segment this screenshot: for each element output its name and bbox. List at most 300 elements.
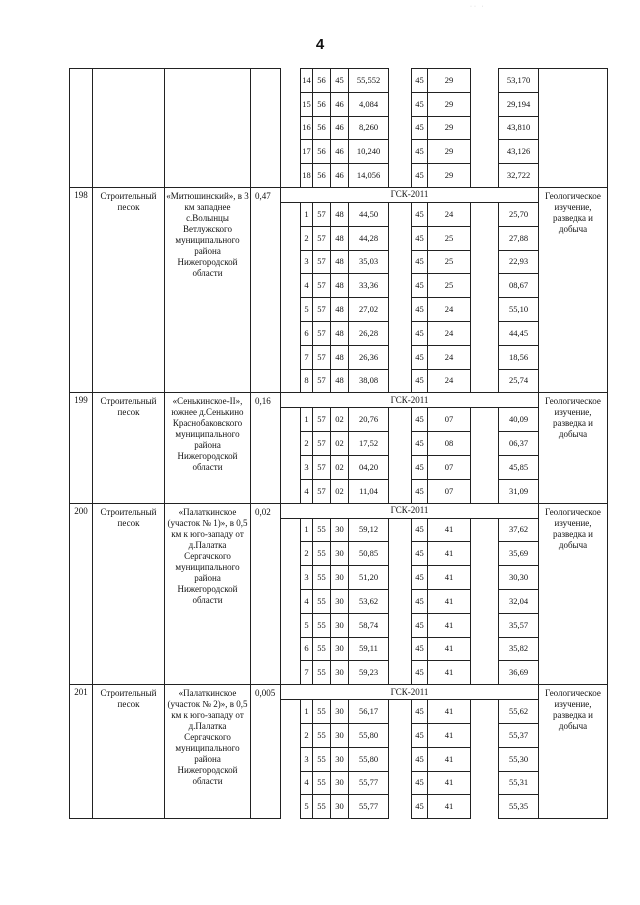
lon-minutes: 41 (428, 795, 471, 819)
point-number: 2 (301, 432, 313, 456)
lon-seconds: 55,37 (499, 723, 539, 747)
spacer-cell (471, 92, 499, 116)
lat-minutes: 48 (331, 202, 349, 226)
spacer-cell (281, 566, 301, 590)
area-cell (251, 69, 281, 188)
spacer-cell (281, 589, 301, 613)
lat-seconds: 44,50 (349, 202, 389, 226)
lat-degrees: 56 (313, 140, 331, 164)
spacer-cell (389, 479, 412, 503)
lon-minutes: 41 (428, 542, 471, 566)
spacer-cell (389, 589, 412, 613)
lon-seconds: 30,30 (499, 566, 539, 590)
lon-seconds: 55,30 (499, 747, 539, 771)
lon-minutes: 41 (428, 747, 471, 771)
lon-degrees: 45 (412, 771, 428, 795)
lon-degrees: 45 (412, 542, 428, 566)
spacer-cell (389, 771, 412, 795)
spacer-cell (389, 250, 412, 274)
lon-seconds: 22,93 (499, 250, 539, 274)
site-description: «Палаткинское (участок № 1)», в 0,5 км к юго-западу от д.Палатка Сергачского муниципального района Нижегородской области (165, 503, 251, 685)
spacer-cell (471, 455, 499, 479)
spacer-cell (281, 321, 301, 345)
spacer-cell (471, 566, 499, 590)
lon-minutes: 29 (428, 140, 471, 164)
lon-seconds: 06,37 (499, 432, 539, 456)
lat-degrees: 57 (313, 321, 331, 345)
lat-minutes: 02 (331, 432, 349, 456)
coordinate-system: ГСК-2011 (281, 685, 539, 700)
lat-minutes: 45 (331, 69, 349, 93)
lon-minutes: 07 (428, 408, 471, 432)
lat-degrees: 55 (313, 700, 331, 724)
lat-seconds: 55,77 (349, 771, 389, 795)
spacer-cell (281, 408, 301, 432)
point-number: 18 (301, 164, 313, 188)
lat-minutes: 30 (331, 542, 349, 566)
point-number: 6 (301, 637, 313, 661)
point-number: 6 (301, 321, 313, 345)
lat-minutes: 48 (331, 274, 349, 298)
lon-minutes: 25 (428, 226, 471, 250)
lon-degrees: 45 (412, 518, 428, 542)
spacer-cell (281, 432, 301, 456)
spacer-cell (389, 69, 412, 93)
lat-degrees: 55 (313, 795, 331, 819)
place-cell (165, 69, 251, 188)
lon-seconds: 53,170 (499, 69, 539, 93)
lon-degrees: 45 (412, 700, 428, 724)
lat-degrees: 57 (313, 274, 331, 298)
lat-seconds: 53,62 (349, 589, 389, 613)
spacer-cell (389, 661, 412, 685)
lon-seconds: 35,57 (499, 613, 539, 637)
spacer-cell (281, 250, 301, 274)
lon-minutes: 41 (428, 661, 471, 685)
lon-minutes: 07 (428, 479, 471, 503)
lat-seconds: 14,056 (349, 164, 389, 188)
spacer-cell (281, 92, 301, 116)
spacer-cell (281, 140, 301, 164)
lon-degrees: 45 (412, 164, 428, 188)
lon-minutes: 07 (428, 455, 471, 479)
spacer-cell (281, 795, 301, 819)
lat-degrees: 56 (313, 92, 331, 116)
page-number: 4 (315, 36, 325, 53)
spacer-cell (281, 700, 301, 724)
lon-minutes: 08 (428, 432, 471, 456)
lon-degrees: 45 (412, 345, 428, 369)
lat-seconds: 27,02 (349, 298, 389, 322)
lat-seconds: 38,08 (349, 369, 389, 393)
lon-minutes: 41 (428, 566, 471, 590)
lon-minutes: 29 (428, 116, 471, 140)
lon-degrees: 45 (412, 202, 428, 226)
mineral-type: Строительный песок (93, 187, 165, 392)
lon-degrees: 45 (412, 140, 428, 164)
spacer-cell (389, 723, 412, 747)
lon-seconds: 43,126 (499, 140, 539, 164)
spacer-cell (281, 116, 301, 140)
spacer-cell (389, 747, 412, 771)
lat-minutes: 30 (331, 566, 349, 590)
lat-seconds: 26,28 (349, 321, 389, 345)
point-number: 1 (301, 408, 313, 432)
point-number: 4 (301, 589, 313, 613)
record-row (70, 393, 608, 408)
point-number: 4 (301, 479, 313, 503)
lon-minutes: 24 (428, 202, 471, 226)
spacer-cell (471, 69, 499, 93)
spacer-cell (281, 274, 301, 298)
lon-seconds: 25,74 (499, 369, 539, 393)
lon-degrees: 45 (412, 321, 428, 345)
spacer-cell (389, 92, 412, 116)
lat-seconds: 44,28 (349, 226, 389, 250)
spacer-cell (389, 164, 412, 188)
lat-seconds: 56,17 (349, 700, 389, 724)
lon-degrees: 45 (412, 795, 428, 819)
lon-degrees: 45 (412, 250, 428, 274)
lon-degrees: 45 (412, 566, 428, 590)
lon-seconds: 37,62 (499, 518, 539, 542)
lon-seconds: 29,194 (499, 92, 539, 116)
lat-degrees: 57 (313, 479, 331, 503)
spacer-cell (281, 369, 301, 393)
lon-seconds: 18,56 (499, 345, 539, 369)
lon-minutes: 41 (428, 518, 471, 542)
lat-seconds: 59,23 (349, 661, 389, 685)
lat-seconds: 20,76 (349, 408, 389, 432)
site-area: 0,02 (251, 503, 281, 685)
lon-degrees: 45 (412, 613, 428, 637)
lat-seconds: 58,74 (349, 613, 389, 637)
spacer-cell (471, 542, 499, 566)
site-area: 0,005 (251, 685, 281, 819)
spacer-cell (389, 345, 412, 369)
spacer-cell (281, 479, 301, 503)
spacer-cell (281, 747, 301, 771)
lat-minutes: 46 (331, 140, 349, 164)
lat-minutes: 30 (331, 771, 349, 795)
lon-seconds: 55,35 (499, 795, 539, 819)
point-number: 1 (301, 518, 313, 542)
spacer-cell (281, 542, 301, 566)
lat-degrees: 55 (313, 661, 331, 685)
lat-minutes: 48 (331, 250, 349, 274)
spacer-cell (471, 140, 499, 164)
lon-seconds: 35,82 (499, 637, 539, 661)
lat-degrees: 57 (313, 369, 331, 393)
point-number: 16 (301, 116, 313, 140)
spacer-cell (389, 432, 412, 456)
spacer-cell (281, 637, 301, 661)
lat-seconds: 17,52 (349, 432, 389, 456)
spacer-cell (471, 518, 499, 542)
lon-degrees: 45 (412, 432, 428, 456)
lon-seconds: 27,88 (499, 226, 539, 250)
lat-seconds: 55,80 (349, 747, 389, 771)
lon-degrees: 45 (412, 637, 428, 661)
lon-seconds: 43,810 (499, 116, 539, 140)
lon-seconds: 55,62 (499, 700, 539, 724)
spacer-cell (471, 408, 499, 432)
mineral-type: Строительный песок (93, 685, 165, 819)
lat-degrees: 55 (313, 589, 331, 613)
license-purpose: Геологическое изучение, разведка и добыча (539, 503, 608, 685)
point-number: 4 (301, 771, 313, 795)
spacer-cell (281, 226, 301, 250)
spacer-cell (471, 589, 499, 613)
lon-degrees: 45 (412, 226, 428, 250)
spacer-cell (471, 298, 499, 322)
point-number: 4 (301, 274, 313, 298)
record-number: 201 (70, 685, 93, 819)
lon-minutes: 24 (428, 369, 471, 393)
number-cell (70, 69, 93, 188)
point-number: 15 (301, 92, 313, 116)
lon-degrees: 45 (412, 369, 428, 393)
point-number: 3 (301, 455, 313, 479)
lat-degrees: 55 (313, 637, 331, 661)
lon-minutes: 29 (428, 164, 471, 188)
lon-degrees: 45 (412, 116, 428, 140)
spacer-cell (281, 69, 301, 93)
lon-degrees: 45 (412, 92, 428, 116)
lon-seconds: 32,722 (499, 164, 539, 188)
lat-seconds: 55,77 (349, 795, 389, 819)
lat-seconds: 59,12 (349, 518, 389, 542)
lon-degrees: 45 (412, 723, 428, 747)
point-number: 14 (301, 69, 313, 93)
lat-degrees: 57 (313, 432, 331, 456)
lat-minutes: 46 (331, 92, 349, 116)
lon-minutes: 25 (428, 250, 471, 274)
record-number: 200 (70, 503, 93, 685)
mineral-cell (93, 69, 165, 188)
purpose-cell (539, 69, 608, 188)
point-number: 7 (301, 345, 313, 369)
spacer-cell (471, 771, 499, 795)
lat-minutes: 02 (331, 408, 349, 432)
spacer-cell (389, 408, 412, 432)
spacer-cell (281, 345, 301, 369)
lat-degrees: 55 (313, 747, 331, 771)
lat-degrees: 55 (313, 518, 331, 542)
point-number: 1 (301, 202, 313, 226)
lon-minutes: 41 (428, 771, 471, 795)
spacer-cell (281, 202, 301, 226)
lat-seconds: 59,11 (349, 637, 389, 661)
spacer-cell (471, 226, 499, 250)
point-number: 2 (301, 723, 313, 747)
spacer-cell (471, 661, 499, 685)
record-row (70, 503, 608, 518)
spacer-cell (471, 250, 499, 274)
license-purpose: Геологическое изучение, разведка и добыча (539, 393, 608, 503)
spacer-cell (389, 700, 412, 724)
lat-minutes: 30 (331, 723, 349, 747)
spacer-cell (389, 140, 412, 164)
lat-minutes: 30 (331, 637, 349, 661)
lon-degrees: 45 (412, 408, 428, 432)
lat-seconds: 26,36 (349, 345, 389, 369)
lat-degrees: 55 (313, 542, 331, 566)
lon-minutes: 41 (428, 613, 471, 637)
record-row (70, 187, 608, 202)
mineral-type: Строительный песок (93, 503, 165, 685)
point-number: 5 (301, 298, 313, 322)
lat-seconds: 33,36 (349, 274, 389, 298)
spacer-cell (471, 432, 499, 456)
lat-seconds: 10,240 (349, 140, 389, 164)
spacer-cell (389, 542, 412, 566)
spacer-cell (389, 455, 412, 479)
spacer-cell (471, 795, 499, 819)
lon-seconds: 32,04 (499, 589, 539, 613)
spacer-cell (389, 202, 412, 226)
spacer-cell (389, 298, 412, 322)
lat-minutes: 30 (331, 661, 349, 685)
lat-minutes: 30 (331, 613, 349, 637)
lat-minutes: 48 (331, 345, 349, 369)
mineral-type: Строительный песок (93, 393, 165, 503)
lat-minutes: 48 (331, 226, 349, 250)
spacer-cell (471, 369, 499, 393)
lat-seconds: 55,80 (349, 723, 389, 747)
lat-degrees: 56 (313, 164, 331, 188)
point-number: 7 (301, 661, 313, 685)
point-number: 17 (301, 140, 313, 164)
spacer-cell (471, 164, 499, 188)
lon-seconds: 36,69 (499, 661, 539, 685)
spacer-cell (281, 164, 301, 188)
spacer-cell (389, 795, 412, 819)
lat-seconds: 8,260 (349, 116, 389, 140)
spacer-cell (389, 321, 412, 345)
spacer-cell (471, 723, 499, 747)
site-description: «Сенькинское-II», южнее д.Сенькино Краснобаковского муниципального района Нижегородской области (165, 393, 251, 503)
spacer-cell (389, 369, 412, 393)
lon-seconds: 55,31 (499, 771, 539, 795)
lon-seconds: 45,85 (499, 455, 539, 479)
lon-minutes: 24 (428, 298, 471, 322)
point-number: 2 (301, 542, 313, 566)
lat-degrees: 57 (313, 455, 331, 479)
site-description: «Палаткинское (участок № 2)», в 0,5 км к юго-западу от д.Палатка Сергачского муниципального района Нижегородской области (165, 685, 251, 819)
lon-seconds: 44,45 (499, 321, 539, 345)
lat-degrees: 57 (313, 250, 331, 274)
point-number: 2 (301, 226, 313, 250)
lat-seconds: 4,084 (349, 92, 389, 116)
license-purpose: Геологическое изучение, разведка и добыча (539, 685, 608, 819)
lon-seconds: 31,09 (499, 479, 539, 503)
lat-degrees: 55 (313, 723, 331, 747)
lon-degrees: 45 (412, 298, 428, 322)
site-description: «Митюшинский», в 3 км западнее с.Волынцы Ветлужского муниципального района Нижегородской области (165, 187, 251, 392)
lon-seconds: 08,67 (499, 274, 539, 298)
lat-minutes: 48 (331, 298, 349, 322)
point-number: 1 (301, 700, 313, 724)
lat-seconds: 04,20 (349, 455, 389, 479)
lat-degrees: 57 (313, 345, 331, 369)
spacer-cell (471, 202, 499, 226)
lon-degrees: 45 (412, 747, 428, 771)
spacer-cell (471, 116, 499, 140)
lat-seconds: 35,03 (349, 250, 389, 274)
record-row (70, 685, 608, 700)
lat-minutes: 30 (331, 795, 349, 819)
lon-minutes: 41 (428, 637, 471, 661)
coordinate-system: ГСК-2011 (281, 393, 539, 408)
lon-minutes: 41 (428, 589, 471, 613)
spacer-cell (281, 455, 301, 479)
lon-seconds: 35,69 (499, 542, 539, 566)
lon-degrees: 45 (412, 479, 428, 503)
lon-minutes: 41 (428, 700, 471, 724)
lon-minutes: 24 (428, 321, 471, 345)
lat-degrees: 55 (313, 566, 331, 590)
lon-degrees: 45 (412, 589, 428, 613)
point-number: 3 (301, 747, 313, 771)
spacer-cell (281, 518, 301, 542)
lat-minutes: 46 (331, 164, 349, 188)
site-area: 0,47 (251, 187, 281, 392)
table-row (70, 69, 608, 93)
spacer-cell (281, 661, 301, 685)
lon-seconds: 55,10 (499, 298, 539, 322)
lat-degrees: 56 (313, 69, 331, 93)
lon-minutes: 25 (428, 274, 471, 298)
lat-seconds: 11,04 (349, 479, 389, 503)
spacer-cell (471, 479, 499, 503)
point-number: 3 (301, 566, 313, 590)
lat-minutes: 30 (331, 589, 349, 613)
lat-minutes: 30 (331, 747, 349, 771)
spacer-cell (471, 700, 499, 724)
spacer-cell (471, 637, 499, 661)
lon-seconds: 25,70 (499, 202, 539, 226)
spacer-cell (389, 566, 412, 590)
point-number: 8 (301, 369, 313, 393)
lat-minutes: 48 (331, 369, 349, 393)
lat-degrees: 55 (313, 771, 331, 795)
lat-degrees: 57 (313, 202, 331, 226)
lon-minutes: 24 (428, 345, 471, 369)
lat-seconds: 51,20 (349, 566, 389, 590)
lat-seconds: 50,85 (349, 542, 389, 566)
coordinate-system: ГСК-2011 (281, 187, 539, 202)
lat-degrees: 56 (313, 116, 331, 140)
lat-minutes: 46 (331, 116, 349, 140)
lat-minutes: 30 (331, 518, 349, 542)
spacer-cell (471, 747, 499, 771)
lon-degrees: 45 (412, 455, 428, 479)
lat-degrees: 55 (313, 613, 331, 637)
site-area: 0,16 (251, 393, 281, 503)
lon-minutes: 29 (428, 92, 471, 116)
point-number: 3 (301, 250, 313, 274)
record-number: 198 (70, 187, 93, 392)
license-areas-table (69, 68, 608, 819)
spacer-cell (471, 613, 499, 637)
lon-seconds: 40,09 (499, 408, 539, 432)
spacer-cell (281, 613, 301, 637)
lon-degrees: 45 (412, 69, 428, 93)
spacer-cell (471, 345, 499, 369)
spacer-cell (281, 771, 301, 795)
point-number: 5 (301, 613, 313, 637)
